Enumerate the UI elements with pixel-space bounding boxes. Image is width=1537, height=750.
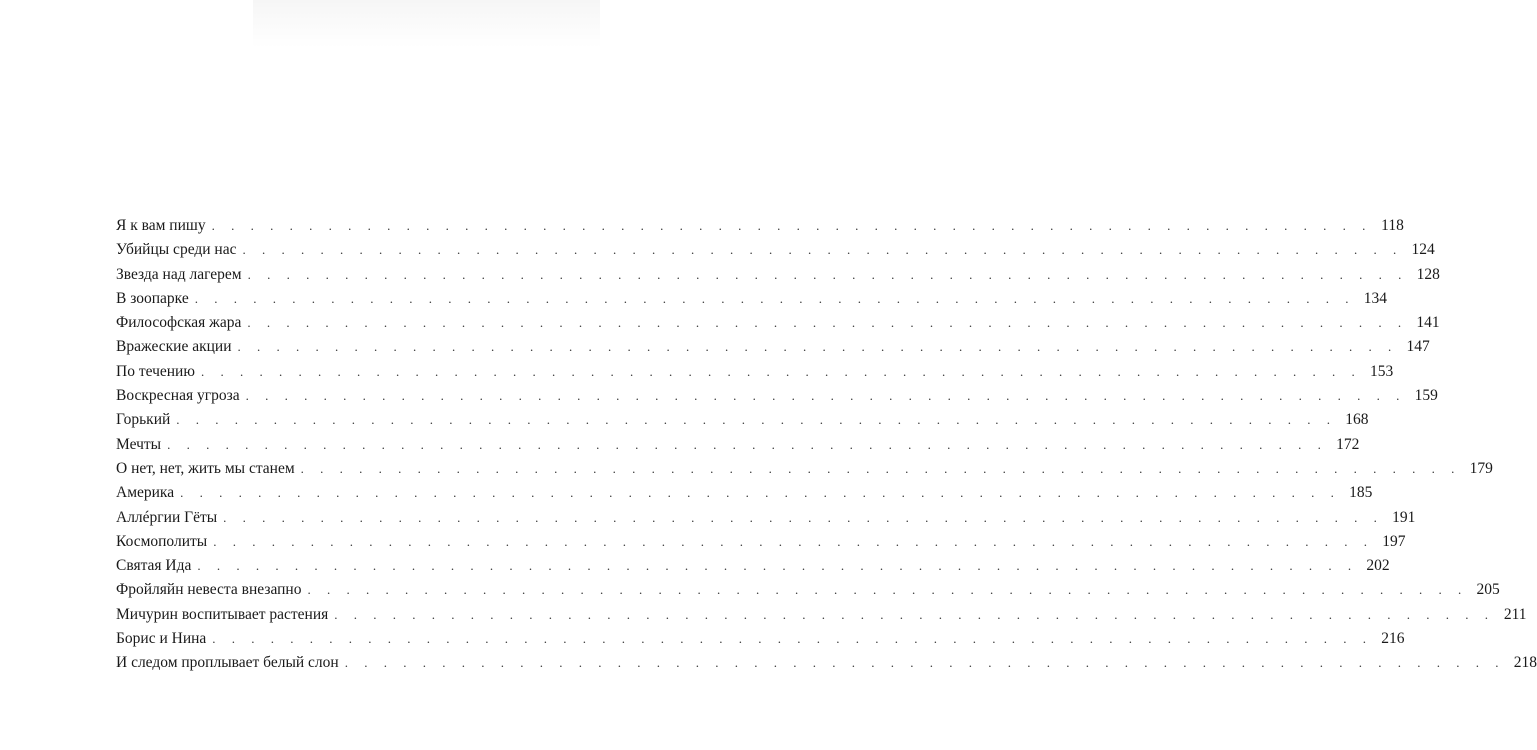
toc-dot-leader: . . . . . . . . . . . . . . . . . . . . . . . . . . . . . . . . . . . . . . . . . . . . . . . . . . . . . . . . . . . . — [223, 509, 1384, 525]
toc-dot-leader: . . . . . . . . . . . . . . . . . . . . . . . . . . . . . . . . . . . . . . . . . . . . . . . . . . . . . . . . . . . . — [200, 363, 1362, 379]
toc-entry-title: Горький — [116, 411, 171, 429]
toc-entry — [116, 384, 1438, 408]
toc-dot-leader: . . . . . . . . . . . . . . . . . . . . . . . . . . . . . . . . . . . . . . . . . . . . . . . . . . . . . . . . . . . . — [213, 533, 1374, 549]
toc-entry-page-number: 168 — [1345, 411, 1369, 429]
toc-entry-page-number: 185 — [1349, 484, 1373, 502]
toc-entry — [116, 311, 1440, 335]
toc-dot-leader: . . . . . . . . . . . . . . . . . . . . . . . . . . . . . . . . . . . . . . . . . . . . . . . . . . . . . . . . . . . . — [212, 631, 1373, 647]
toc-entry-title: Америка — [116, 484, 175, 502]
toc-entry-title: Фройляйн невеста внезапно — [116, 581, 302, 599]
toc-entry-page-number: 179 — [1469, 459, 1493, 477]
toc-entry-page-number: 134 — [1363, 289, 1387, 307]
toc-entry-title: Воскресная угроза — [116, 387, 240, 405]
toc-entry — [116, 287, 1387, 311]
toc-dot-leader: . . . . . . . . . . . . . . . . . . . . . . . . . . . . . . . . . . . . . . . . . . . . . . . . . . . . . . . . . . . . — [194, 290, 1355, 306]
toc-entry-title: Борис и Нина — [116, 630, 207, 648]
toc-entry — [116, 360, 1394, 384]
toc-entry-page-number: 172 — [1336, 435, 1360, 453]
toc-dot-leader: . . . . . . . . . . . . . . . . . . . . . . . . . . . . . . . . . . . . . . . . . . . . . . . . . . . . . . . . . . . . — [180, 485, 1341, 501]
toc-entry — [116, 238, 1435, 262]
toc-entry — [116, 481, 1373, 505]
toc-entry-title: Философская жара — [116, 314, 242, 332]
toc-dot-leader: . . . . . . . . . . . . . . . . . . . . . . . . . . . . . . . . . . . . . . . . . . . . . . . . . . . . . . . . . . . . — [247, 266, 1408, 282]
toc-dot-leader: . . . . . . . . . . . . . . . . . . . . . . . . . . . . . . . . . . . . . . . . . . . . . . . . . . . . . . . . . . . . — [300, 460, 1461, 476]
toc-entry-page-number: 211 — [1503, 605, 1527, 623]
toc-entry-title: Вражеские акции — [116, 338, 232, 356]
toc-entry — [116, 335, 1430, 359]
toc-entry-title: О нет, нет, жить мы станем — [116, 459, 295, 477]
toc-entry-title: Я к вам пишу — [116, 217, 206, 234]
toc-dot-leader: . . . . . . . . . . . . . . . . . . . . . . . . . . . . . . . . . . . . . . . . . . . . . . . . . . . . . . . . . . . . — [247, 315, 1408, 331]
toc-entry-page-number: 218 — [1513, 654, 1537, 672]
toc-dot-leader: . . . . . . . . . . . . . . . . . . . . . . . . . . . . . . . . . . . . . . . . . . . . . . . . . . . . . . . . . . . . — [197, 558, 1358, 574]
toc-dot-leader: . . . . . . . . . . . . . . . . . . . . . . . . . . . . . . . . . . . . . . . . . . . . . . . . . . . . . . . . . . . . — [344, 655, 1505, 671]
toc-dot-leader: . . . . . . . . . . . . . . . . . . . . . . . . . . . . . . . . . . . . . . . . . . . . . . . . . . . . . . . . . . . . — [237, 339, 1398, 355]
toc-entry-page-number: 147 — [1406, 338, 1430, 356]
toc-entry — [116, 627, 1405, 651]
toc-entry — [116, 506, 1416, 530]
toc-dot-leader: . . . . . . . . . . . . . . . . . . . . . . . . . . . . . . . . . . . . . . . . . . . . . . . . . . . . . . . . . . . . — [176, 412, 1337, 428]
toc-entry-page-number: 197 — [1382, 532, 1406, 550]
toc-dot-leader: . . . . . . . . . . . . . . . . . . . . . . . . . . . . . . . . . . . . . . . . . . . . . . . . . . . . . . . . . . . . — [167, 436, 1328, 452]
toc-entry-title: Святая Ида — [116, 557, 192, 575]
toc-entry — [116, 578, 1500, 602]
toc-dot-leader: . . . . . . . . . . . . . . . . . . . . . . . . . . . . . . . . . . . . . . . . . . . . . . . . . . . . . . . . . . . . — [307, 582, 1468, 598]
toc-entry — [116, 457, 1493, 481]
toc-entry-page-number: 124 — [1411, 241, 1435, 259]
toc-entry-page-number: 191 — [1392, 508, 1416, 526]
toc-entry-title: Космополиты — [116, 532, 208, 550]
toc-entry — [116, 433, 1360, 457]
toc-entry — [116, 408, 1369, 432]
toc-entry-title: Аллéргии Гёты — [116, 508, 218, 526]
toc-entry-title: Звезда над лагерем — [116, 265, 242, 283]
toc-entry-title: Мичурин воспитывает растения — [116, 605, 329, 623]
toc-entry-page-number: 159 — [1414, 387, 1438, 405]
toc-entry — [116, 603, 1527, 627]
toc-entry-title: По течению — [116, 362, 195, 380]
toc-dot-leader: . . . . . . . . . . . . . . . . . . . . . . . . . . . . . . . . . . . . . . . . . . . . . . . . . . . . . . . . . . . . — [211, 218, 1372, 233]
toc-entry-title: В зоопарке — [116, 289, 189, 307]
toc-entry — [116, 530, 1406, 554]
toc-entry-page-number: 153 — [1369, 362, 1394, 380]
toc-dot-leader: . . . . . . . . . . . . . . . . . . . . . . . . . . . . . . . . . . . . . . . . . . . . . . . . . . . . . . . . . . . . — [245, 388, 1406, 404]
page-corner-shade — [253, 0, 600, 48]
toc-entry-title: И следом проплывает белый слон — [116, 654, 339, 672]
toc-entry — [116, 651, 1537, 675]
toc-dot-leader: . . . . . . . . . . . . . . . . . . . . . . . . . . . . . . . . . . . . . . . . . . . . . . . . . . . . . . . . . . . . — [334, 606, 1495, 622]
toc-entry-title: Убийцы среди нас — [116, 241, 237, 259]
toc-entry-page-number: 118 — [1381, 217, 1404, 234]
table-of-contents — [116, 214, 1537, 676]
toc-entry — [116, 214, 1404, 238]
toc-entry — [116, 554, 1390, 578]
toc-entry-page-number: 216 — [1381, 630, 1405, 648]
toc-entry-title: Мечты — [116, 435, 162, 453]
toc-entry-page-number: 205 — [1476, 581, 1500, 599]
toc-entry-page-number: 128 — [1416, 265, 1440, 283]
toc-dot-leader: . . . . . . . . . . . . . . . . . . . . . . . . . . . . . . . . . . . . . . . . . . . . . . . . . . . . . . . . . . . . — [242, 242, 1403, 258]
toc-entry-page-number: 141 — [1416, 314, 1440, 332]
toc-entry — [116, 263, 1440, 287]
toc-entry-page-number: 202 — [1366, 557, 1390, 575]
